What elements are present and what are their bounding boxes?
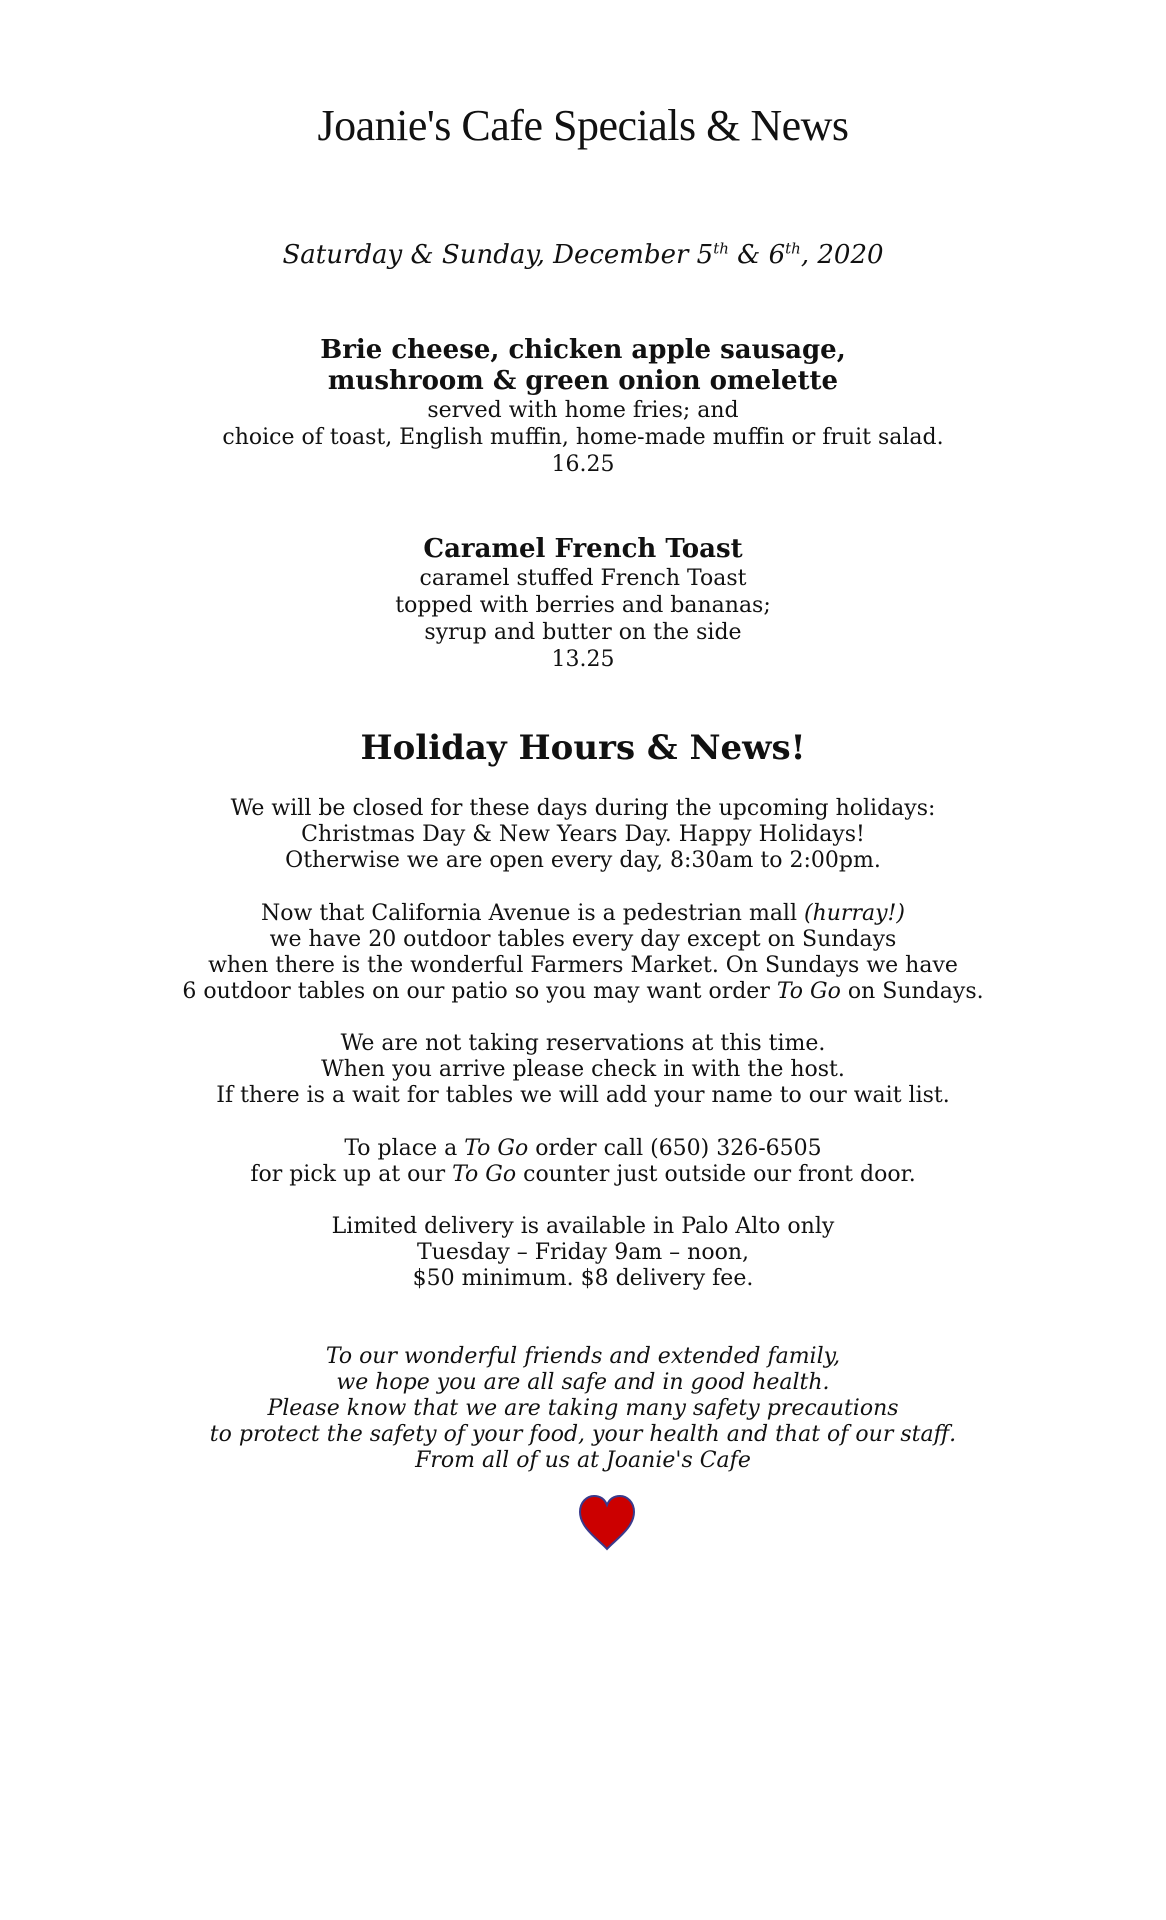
- holiday-hours: We will be closed for these days during the upcoming holidays: Christmas Day & New Years Day. Happy Holidays! Otherwise we are open every day, 8:30am to 2:00pm.: [230, 796, 936, 873]
- to-go-info: To place a To Go order call (650) 326-6505 for pick up at our To Go counter just outside our front door.: [250, 1136, 916, 1187]
- dish-description: served with home fries; and: [427, 398, 739, 423]
- delivery-info: Limited delivery is available in Palo Alto only Tuesday – Friday 9am – noon, $50 minimum. $8 delivery fee.: [331, 1214, 835, 1291]
- page-title: Joanie's Cafe Specials & News: [317, 101, 849, 150]
- special-date: Saturday & Sunday, December 5th & 6th, 2020: [282, 239, 884, 270]
- dish-name: mushroom & green onion omelette: [327, 366, 839, 396]
- dish-price: 16.25: [551, 452, 615, 477]
- news-heading: Holiday Hours & News!: [360, 728, 806, 768]
- dish-description: syrup and butter on the side: [424, 620, 742, 645]
- special-french-toast: [0, 534, 1166, 673]
- dish-name: Caramel French Toast: [423, 534, 743, 564]
- dish-description: caramel stuffed French Toast: [419, 566, 747, 591]
- heart-icon: [577, 1494, 637, 1552]
- dish-price: 13.25: [551, 647, 615, 672]
- dish-description: topped with berries and bananas;: [395, 593, 771, 618]
- reservations-info: We are not taking reservations at this time. When you arrive please check in with the host. If there is a wait for tables we will add your name to our wait list.: [216, 1031, 950, 1108]
- dish-name: Brie cheese, chicken apple sausage,: [320, 335, 846, 365]
- special-omelette: [0, 335, 1166, 478]
- closing-message: To our wonderful friends and extended family, we hope you are all safe and in good health. Please know that we are taking many safety precautions to protect the safety of your food, your health and that of our staff. From all of us at Joanie's Cafe: [209, 1344, 957, 1473]
- outdoor-seating: Now that California Avenue is a pedestrian mall (hurray!) we have 20 outdoor tables every day except on Sundays when there is the wonderful Farmers Market. On Sundays we have 6 outdoor tables on our patio so you may want order To Go on Sundays.: [182, 901, 984, 1004]
- dish-description: choice of toast, English muffin, home-made muffin or fruit salad.: [222, 425, 944, 450]
